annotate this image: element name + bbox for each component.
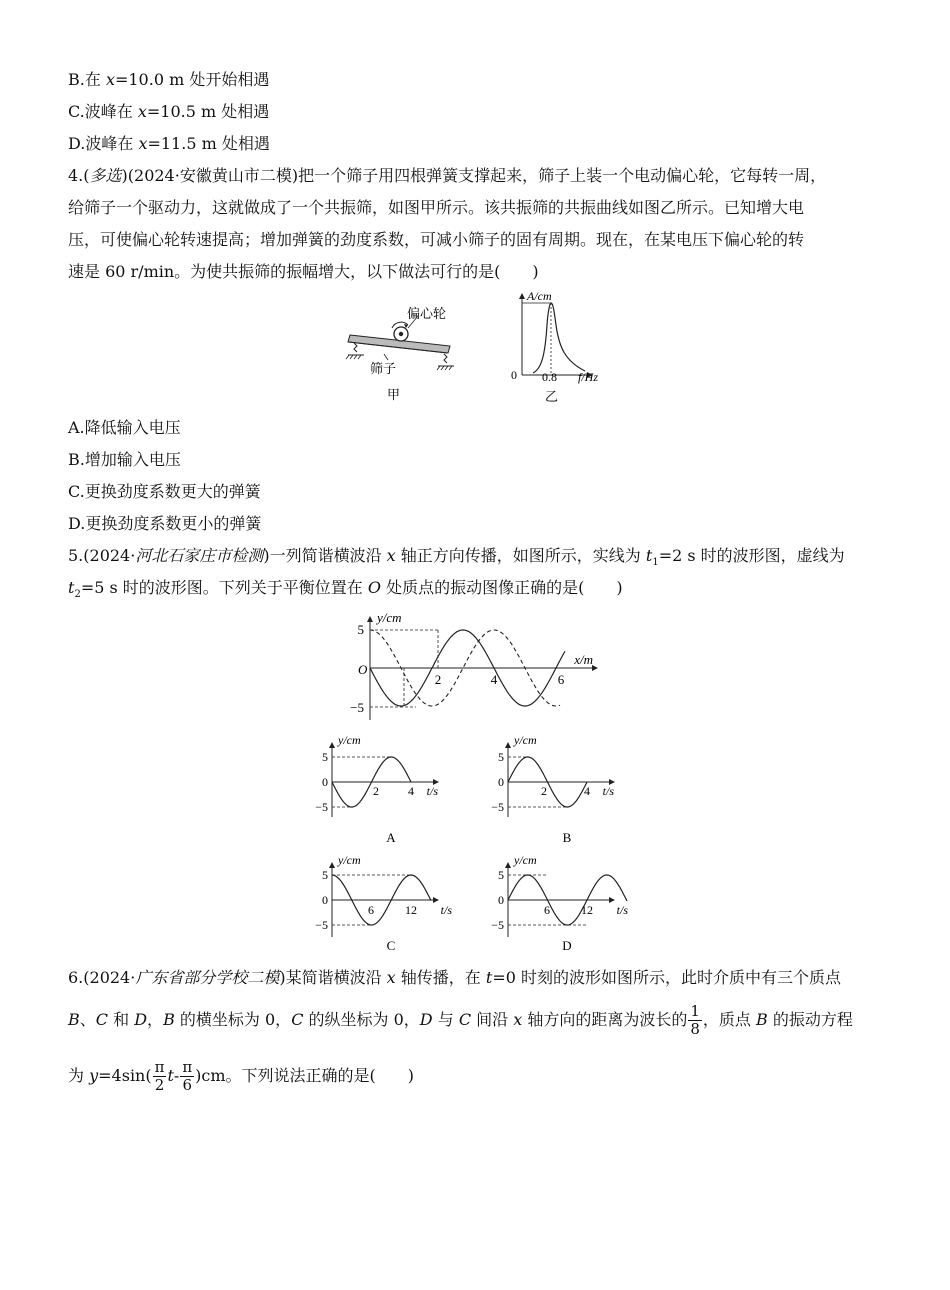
choice-d-xlabel: t/s [616, 903, 628, 917]
choice-d-ylabel: y/cm [514, 853, 537, 867]
q5-ylabel: y/cm [377, 610, 402, 625]
choice-c-ytick-zero: 0 [322, 893, 328, 907]
figure-jia-resonance-sieve [340, 298, 470, 408]
sieve-label: 筛子 [370, 361, 397, 376]
choice-b-tick-4: 4 [584, 784, 590, 798]
choice-b-tick-2: 2 [541, 784, 547, 798]
q5-ytick-top: 5 [357, 622, 364, 637]
q3-option-b: B.在 x=10.0 m 处开始相遇 [68, 70, 270, 89]
q4-option-d: D.更换劲度系数更小的弹簧 [68, 514, 262, 533]
choice-a-ytick-zero: 0 [322, 775, 328, 789]
choice-a-ylabel: y/cm [338, 733, 361, 747]
q3-option-c: C.波峰在 x=10.5 m 处相遇 [68, 102, 270, 121]
choice-b-ytick-zero: 0 [498, 775, 504, 789]
q6-stem-line1: 6.(2024·广东省部分学校二模)某简谐横波沿 x 轴传播，在 t=0 时刻的波形如图所示，此时介质中有三个质点 [68, 968, 842, 987]
q5-ytick-bottom: −5 [350, 700, 364, 715]
choice-d-tick-12: 12 [581, 903, 593, 917]
q4-stem-line1: 4.(多选)(2024·安徽黄山市二模)把一个筛子用四根弹簧支撑起来，筛子上装一个电动偏心轮，它每转一周， [68, 166, 827, 185]
choice-b-ytick-bottom: −5 [491, 800, 504, 814]
choice-a-ytick-top: 5 [322, 750, 328, 764]
choice-b-xlabel: t/s [602, 784, 614, 798]
choice-d-tick-6: 6 [544, 903, 550, 917]
q6-stem-line2: B、C 和 D，B 的横坐标为 0，C 的纵坐标为 0，D 与 C 间沿 x 轴方向的距离为波长的 $\frac{1}{8}$ ，质点 B 的振动方程 [68, 1002, 853, 1038]
q4-option-a: A.降低输入电压 [68, 418, 181, 437]
choice-c-tick-12: 12 [405, 903, 417, 917]
choice-a-letter: A [386, 830, 396, 845]
choice-c-letter: C [386, 938, 396, 953]
choice-a-tick-2: 2 [373, 784, 379, 798]
fraction-pi-over-2: $\frac{\pi}{2}$ [154, 1058, 165, 1094]
q4-stem-line2: 给筛子一个驱动力，这就做成了一个共振筛，如图甲所示。该共振筛的共振曲线如图乙所示。已知增大电 [68, 198, 805, 217]
choice-graph-a [315, 733, 439, 845]
choice-graph-c [315, 853, 452, 953]
caption-yi: 乙 [545, 389, 559, 404]
choice-a-tick-4: 4 [408, 784, 414, 798]
q3-option-d: D.波峰在 x=11.5 m 处相遇 [68, 134, 270, 153]
caption-jia: 甲 [387, 387, 401, 402]
choice-c-ylabel: y/cm [338, 853, 361, 867]
choice-c-tick-6: 6 [368, 903, 374, 917]
yi-xlabel: f/Hz [578, 370, 599, 384]
choice-graph-b [491, 733, 615, 845]
fraction-pi-over-6: $\frac{\pi}{6}$ [182, 1058, 193, 1094]
q5-choice-graphs [315, 732, 648, 954]
choice-d-letter: D [562, 938, 572, 953]
q4-stem-line4: 速是 60 r/min。为使共振筛的振幅增大，以下做法可行的是( ) [68, 262, 539, 281]
q5-wave-graph [340, 608, 605, 728]
figure-yi-resonance-curve [505, 285, 615, 405]
choice-a-ytick-bottom: −5 [315, 800, 328, 814]
fraction-one-eighth: $\frac{1}{8}$ [690, 1002, 700, 1038]
q5-xlabel: x/m [574, 652, 593, 667]
q5-stem-line2: $t_2=5$ s 时的波形图。下列关于平衡位置在 O 处质点的振动图像正确的是( ) [68, 578, 623, 601]
choice-b-ytick-top: 5 [498, 750, 504, 764]
q5-stem-line1: 5.(2024·河北石家庄市检测)一列简谐横波沿 x 轴正方向传播，如图所示，实线为 $t_1=2$ s 时的波形图，虚线为 [68, 546, 845, 569]
choice-b-ylabel: y/cm [514, 733, 537, 747]
choice-d-ytick-zero: 0 [498, 893, 504, 907]
yi-xtick: 0.8 [542, 370, 557, 384]
choice-d-ytick-top: 5 [498, 868, 504, 882]
wheel-label: 偏心轮 [407, 306, 447, 321]
choice-b-letter: B [562, 830, 572, 845]
yi-origin: 0 [511, 368, 517, 382]
yi-ylabel: A/cm [527, 289, 552, 303]
q6-stem-line3: 为 y=4sin( $\frac{\pi}{2}$ t- $\frac{\pi}{6}$ )cm。下列说法正确的是( ) [68, 1058, 415, 1094]
choice-c-ytick-top: 5 [322, 868, 328, 882]
choice-d-ytick-bottom: −5 [491, 918, 504, 932]
q5-xtick-6: 6 [557, 672, 565, 687]
choice-c-xlabel: t/s [440, 903, 452, 917]
q4-option-c: C.更换劲度系数更大的弹簧 [68, 482, 261, 501]
q4-stem-line3: 压，可使偏心轮转速提高；增加弹簧的劲度系数，可减小筛子的固有周期。现在，在某电压下偏心轮的转 [68, 230, 805, 249]
q4-option-b: B.增加输入电压 [68, 450, 181, 469]
choice-c-ytick-bottom: −5 [315, 918, 328, 932]
choice-a-xlabel: t/s [426, 784, 438, 798]
q5-xtick-4: 4 [490, 672, 498, 687]
choice-graph-d [491, 853, 628, 953]
q5-xtick-2: 2 [434, 672, 442, 687]
resonance-curve [533, 303, 585, 373]
q5-origin: O [358, 662, 368, 677]
